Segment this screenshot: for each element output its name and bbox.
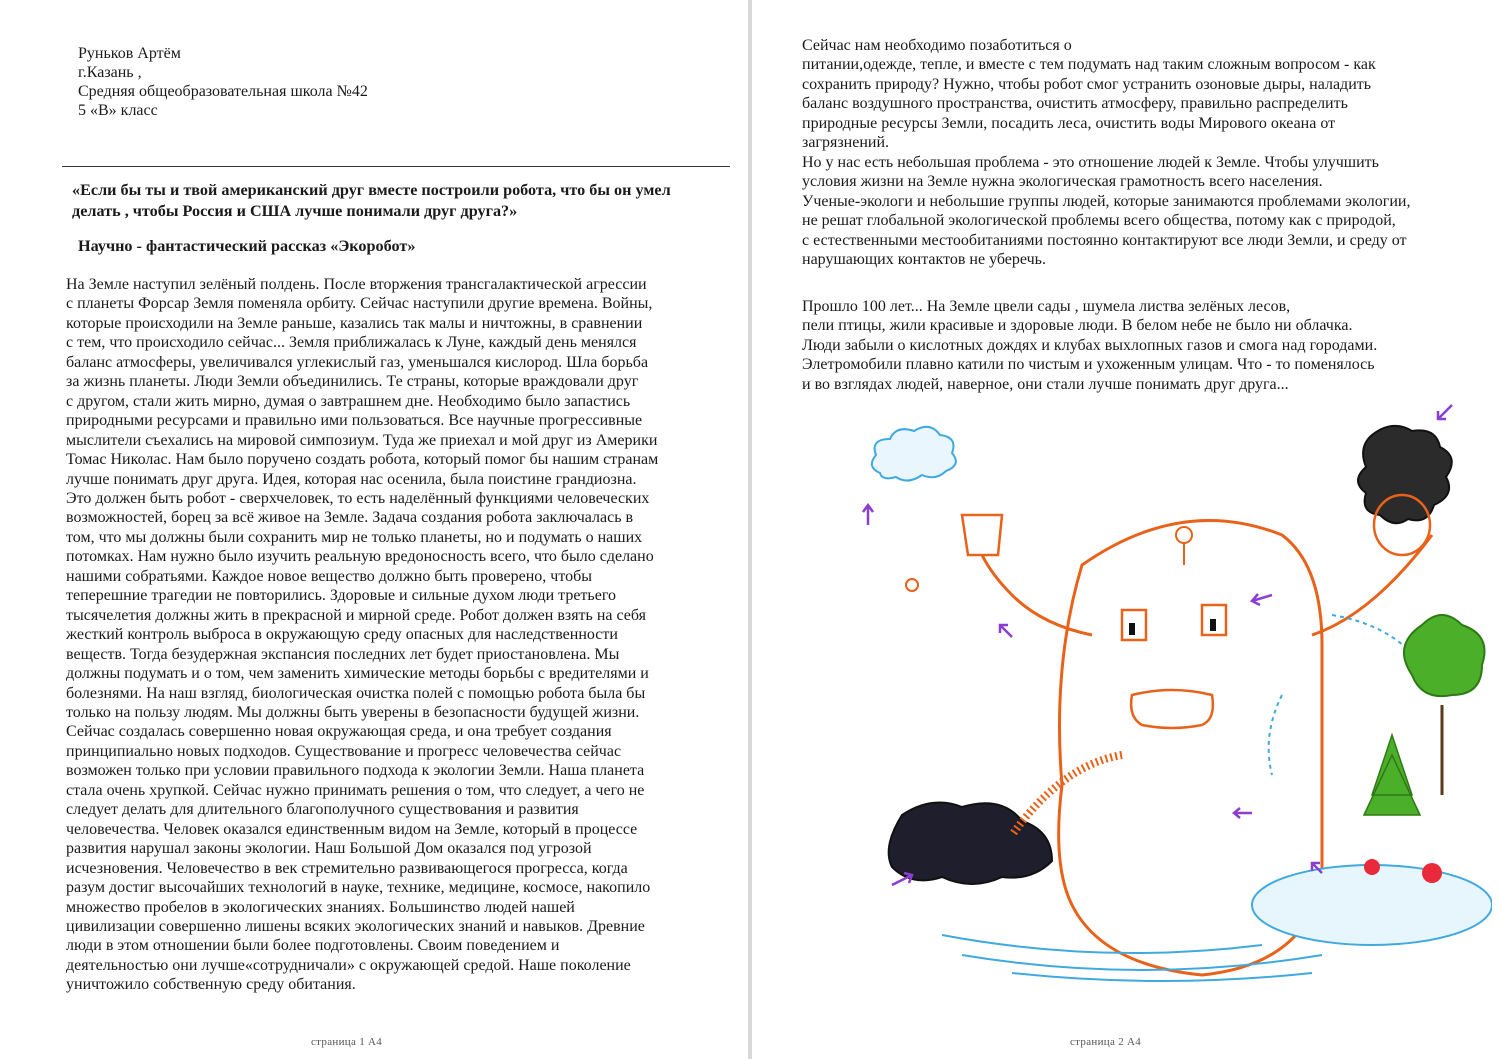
text-line: только на пользу людям. Мы должны быть уверены в безопасности будущей жизни. xyxy=(66,703,640,721)
page-1 xyxy=(0,0,748,1059)
text-line: веществ. Тогда безудержная экспансия последних лет будет приостановлена. Мы xyxy=(66,645,620,663)
tree-icon xyxy=(1404,615,1485,696)
text-line: том, что мы должны были сохранить мир не только планеты, но и подумать о наших xyxy=(66,528,643,546)
question-line: «Если бы ты и твой американский друг вместе построили робота, что бы он умел xyxy=(72,181,671,199)
essay-question xyxy=(72,180,671,222)
text-line: люди в этом отношении были более подготовлены. Своим поведением и xyxy=(66,937,560,955)
text-line: и во взглядах людей, наверное, они стали лучше понимать друг друга... xyxy=(802,375,1289,393)
text-line: Томас Николас. Нам было поручено создать робота, который помог бы нашим странам xyxy=(66,451,659,469)
page-footer: страница 2 А4 xyxy=(1070,1036,1142,1048)
text-line: Сейчас создалась совершенно новая окружающая среда, и она требует создания xyxy=(66,723,612,741)
cloud-icon xyxy=(872,427,956,481)
text-line: тысячелетия должны жить в прекрасной и мирной среде. Робот должен взять на себя xyxy=(66,606,646,624)
text-line: с естественными местообитаниями постоянно контактируют все люди Земли, и среду от xyxy=(802,231,1407,249)
text-line: следует делать для длительного благополучного существования и развития xyxy=(66,801,579,819)
future-paragraph xyxy=(802,297,1377,394)
text-line: нашими собратьями. Каждое новое вещество должно быть проверено, чтобы xyxy=(66,567,592,585)
flower-icon xyxy=(1364,859,1380,875)
text-line: нарушающих контактов не уберечь. xyxy=(802,250,1046,268)
text-line: множество пробелов в экологических знаниях. Большинство людей нашей xyxy=(66,898,575,916)
smoke-cloud-icon xyxy=(1358,426,1452,523)
text-line: сохранить природу? Нужно, чтобы робот смог устранить озоновые дыры, наладить xyxy=(802,75,1372,93)
text-line: баланс атмосферы, увеличивался углекислый газ, уменьшался кислород. Шла борьба xyxy=(66,353,649,371)
text-line: мыслители съехались на мировой симпозиум. Туда же приехал и мой друг из Америки xyxy=(66,431,658,449)
text-line: человечества. Человек оказался единственным видом на Земле, который в процессе xyxy=(66,820,638,838)
author-name: Руньков Артём xyxy=(78,45,181,62)
text-line: Люди забыли о кислотных дождях и клубах выхлопных газов и смога над городами. xyxy=(802,336,1378,354)
story-title: Научно - фантастический рассказ «Экоробот» xyxy=(78,237,416,255)
fir-tree-icon xyxy=(1364,735,1420,815)
text-line: уничтожило собственную среду обитания. xyxy=(66,976,356,994)
flower-icon xyxy=(1422,863,1442,883)
text-line: пели птицы, жили красивые и здоровые люди. В белом небе не было ни облачка. xyxy=(802,317,1353,335)
text-line: природными ресурсами и правильно ими пользоваться. Все научные прогрессивные xyxy=(66,412,643,430)
text-line: возможен только при условии правильного подхода к экологии Земли. Наша планета xyxy=(66,762,645,780)
text-line: разум достиг высочайших технологий в науке, технике, медицине, космосе, накопило xyxy=(66,879,651,897)
text-line: с другом, стали жить мирно, думая о завтрашнем дне. Необходимо было запастись xyxy=(66,392,631,410)
text-line: Прошло 100 лет... На Земле цвели сады , шумела листва зелёных лесов, xyxy=(802,298,1291,315)
text-line: Это должен быть робот - сверхчеловек, то есть наделённый функциями человеческих xyxy=(66,489,650,507)
text-line: исчезновения. Человечество в век стремительно развивающегося прогресса, когда xyxy=(66,859,628,877)
text-line: Элетромобили плавно катили по чистым и ухоженным улицам. Что - то поменялось xyxy=(802,356,1375,374)
robot-antenna xyxy=(1176,527,1192,543)
author-city: г.Казань , xyxy=(78,64,142,81)
text-line: должны подумать и о том, чем заменить химические методы борьбы с вредителями и xyxy=(66,665,649,683)
text-line: болезнями. На наш взгляд, биологическая очистка полей с помощью робота была бы xyxy=(66,684,646,702)
text-line: лучше понимать друг друга. Идея, которая нас осенила, была поистине грандиозна. xyxy=(66,470,637,488)
text-line: условия жизни на Земле нужна экологическая грамотность всего населения. xyxy=(802,173,1323,191)
text-line: с планеты Форсар Земля поменяла орбиту. Сейчас наступили другие времена. Войны, xyxy=(66,295,653,313)
text-line: потомках. Нам нужно было изучить реальную вредоносность всего, что было сделано xyxy=(66,548,654,566)
text-line: баланс воздушного пространства, очистить атмосферу, правильно распределить xyxy=(802,95,1348,113)
text-line: за жизнь планеты. Люди Земли объединились. Те страны, которые враждовали друг xyxy=(66,373,639,391)
robot-mouth xyxy=(1131,690,1213,728)
text-line: не решат глобальной экологической проблемы всего общества, потому как с природой, xyxy=(802,212,1396,230)
text-line: питании,одежде, тепле, и вместе с тем подумать над таким сложным вопросом - как xyxy=(802,56,1376,74)
text-line: деятельностью они лучше«сотрудничали» с окружающей средой. Наше поколение xyxy=(66,956,631,974)
page-2 xyxy=(752,0,1500,1059)
ecology-paragraph xyxy=(802,36,1410,269)
author-school: Средняя общеобразовательная школа №42 xyxy=(78,83,368,100)
header-divider xyxy=(62,166,730,167)
text-line: На Земле наступил зелёный полдень. После вторжения трансгалактической агрессии xyxy=(66,276,647,293)
robot-right-arm xyxy=(1312,535,1432,635)
text-line: с тем, что происходило сейчас... Земля приближалась к Луне, каждый день менялся xyxy=(66,334,637,352)
text-line: цивилизации совершенно лишены всяких экологических знаний и навыков. Древние xyxy=(66,917,645,935)
page-footer: страница 1 А4 xyxy=(311,1036,383,1048)
text-line: развития нарушал законы экологии. Наш Большой Дом оказался под угрозой xyxy=(66,840,592,858)
text-line: загрязнений. xyxy=(802,134,890,152)
text-line: жесткий контроль выброса в окружающую среду опасных для наследственности xyxy=(66,626,618,644)
text-line: принципиально новых подходов. Существование и прогресс человечества сейчас xyxy=(66,742,622,760)
dirt-pile-icon xyxy=(889,803,1052,885)
author-class: 5 «В» класс xyxy=(78,102,158,119)
text-line: природные ресурсы Земли, посадить леса, очистить воды Мирового океана от xyxy=(802,114,1336,132)
pond xyxy=(1252,865,1492,945)
text-line: Ученые-экологи и небольшие группы людей, которые занимаются проблемами экологии, xyxy=(802,192,1411,210)
text-line: которые происходили на Земле раньше, казались так малы и ничтожны, в сравнении xyxy=(66,314,643,332)
text-line: стала очень хрупкой. Сейчас нужно принимать решения о том, что следует, а чего не xyxy=(66,781,645,799)
question-line: делать , чтобы Россия и США лучше понимали друг друга?» xyxy=(72,202,518,220)
text-line: возможностей, борец за всё живое на Земле. Задача создания робота заключалась в xyxy=(66,509,634,527)
text-line: Но у нас есть небольшая проблема - это отношение людей к Земле. Чтобы улучшить xyxy=(802,153,1379,171)
text-line: Сейчас нам необходимо позаботиться о xyxy=(802,37,1072,54)
ecorobot-drawing xyxy=(812,395,1492,995)
author-block xyxy=(78,44,368,120)
butterfly-icon xyxy=(906,579,918,591)
text-line: теперешние трагедии не повторились. Здоровые и сильные духом люди третьего xyxy=(66,587,616,605)
story-text xyxy=(66,275,658,995)
